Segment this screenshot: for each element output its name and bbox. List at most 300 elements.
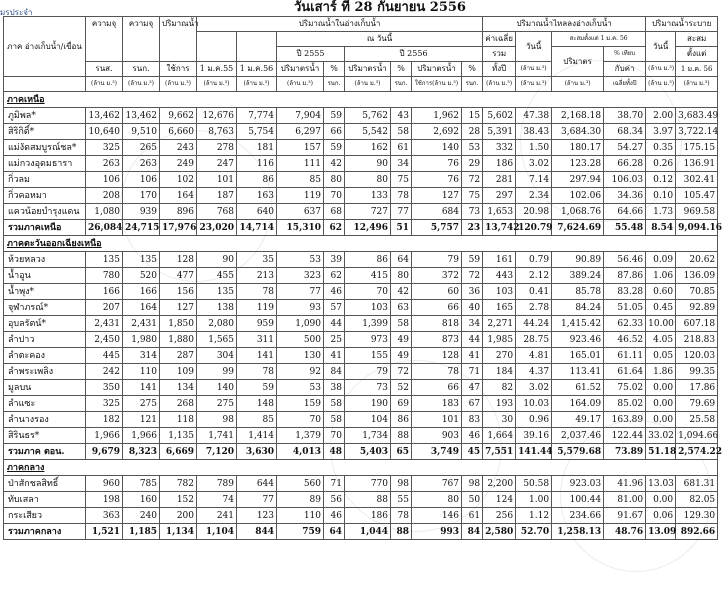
table-cell: 46.52 <box>604 332 646 348</box>
table-cell: 1.06 <box>646 268 676 284</box>
table-cell: 80 <box>412 492 462 508</box>
table-cell: 34.36 <box>604 188 646 204</box>
table-cell: 92 <box>277 364 324 380</box>
header-unit: (ล้าน ม.³) <box>237 77 277 92</box>
dam-name: แม่งัดสมบูรณ์ชล* <box>4 140 86 156</box>
dam-name: อุบลรัตน์* <box>4 316 86 332</box>
table-cell: 44.24 <box>516 316 552 332</box>
table-cell: 38.70 <box>604 108 646 124</box>
table-cell: 6,297 <box>277 124 324 140</box>
table-cell: 1,850 <box>160 316 197 332</box>
table-row <box>4 412 718 428</box>
table-cell: 1,741 <box>197 428 237 444</box>
table-cell: 8,763 <box>197 124 237 140</box>
table-cell: 166 <box>123 284 160 300</box>
table-cell: 0.12 <box>646 172 676 188</box>
table-cell: 106.03 <box>604 172 646 188</box>
table-cell: 281 <box>483 172 516 188</box>
table-cell: 1,962 <box>412 108 462 124</box>
table-cell: 55.48 <box>604 220 646 236</box>
table-cell: 119 <box>277 188 324 204</box>
table-cell: 130 <box>277 348 324 364</box>
table-cell: 84 <box>324 364 345 380</box>
table-cell: 92.89 <box>676 300 718 316</box>
table-cell: 124 <box>483 492 516 508</box>
table-cell: 2,450 <box>86 332 123 348</box>
table-cell: 77 <box>237 492 277 508</box>
table-cell: 59 <box>237 380 277 396</box>
table-cell: 10,640 <box>86 124 123 140</box>
table-cell: 93 <box>277 300 324 316</box>
table-cell: 62 <box>324 268 345 284</box>
table-cell: 72 <box>462 172 483 188</box>
header-cum-note: สะสมตั้งแต่ 1 ม.ค. 56 <box>552 32 646 47</box>
table-cell: 105.47 <box>676 188 718 204</box>
table-cell: 275 <box>197 396 237 412</box>
table-cell: 5,579.68 <box>552 444 604 460</box>
table-cell: 17.86 <box>676 380 718 396</box>
table-cell: 560 <box>277 476 324 492</box>
table-cell: 135 <box>123 252 160 268</box>
logo-text: มรประจำ <box>0 8 33 17</box>
table-cell: 297.94 <box>552 172 604 188</box>
table-cell: 84 <box>462 524 483 540</box>
table-cell: 8,323 <box>123 444 160 460</box>
table-cell: 1,399 <box>345 316 391 332</box>
table-cell: 263 <box>123 156 160 172</box>
table-cell: 78 <box>237 284 277 300</box>
table-cell: 51.18 <box>646 444 676 460</box>
header-rel-today: วันนี้ <box>646 32 676 62</box>
table-cell: 68 <box>324 204 345 220</box>
header-y2555: ปี 2555 <box>277 47 345 62</box>
agency-logo <box>0 0 70 17</box>
table-cell: 24,715 <box>123 220 160 236</box>
table-cell: 3.02 <box>516 156 552 172</box>
table-header <box>4 17 718 92</box>
table-cell: 218.83 <box>676 332 718 348</box>
table-cell: 165.01 <box>552 348 604 364</box>
header-jan55-label: 1 ม.ค.55 <box>197 62 237 77</box>
table-cell: 767 <box>412 476 462 492</box>
header-avg-sub: รวม <box>483 47 516 62</box>
table-cell: 5,757 <box>412 220 462 236</box>
table-cell: 79.69 <box>676 396 718 412</box>
table-row <box>4 332 718 348</box>
table-cell: 0.00 <box>646 396 676 412</box>
table-cell: 99 <box>197 364 237 380</box>
table-cell: 99.35 <box>676 364 718 380</box>
table-cell: 52 <box>391 380 412 396</box>
table-cell: 30 <box>483 412 516 428</box>
header-jan56-label: 1 ม.ค.56 <box>237 62 277 77</box>
dam-name: น้ำอูน <box>4 268 86 284</box>
table-cell: 4,013 <box>277 444 324 460</box>
report-date-title: วันเสาร์ ที่ 28 กันยายน 2556 <box>294 0 466 15</box>
table-cell: 45 <box>462 444 483 460</box>
header-usable-vol: ปริมาตรน้ำ <box>412 62 462 77</box>
table-cell: 42 <box>391 284 412 300</box>
table-cell: 14,714 <box>237 220 277 236</box>
table-cell: 1,185 <box>123 524 160 540</box>
table-cell: 2.00 <box>646 108 676 124</box>
table-cell: 275 <box>123 396 160 412</box>
table-cell: 46 <box>462 428 483 444</box>
table-cell: 207 <box>86 300 123 316</box>
dam-name: ลำพระเพลิง <box>4 364 86 380</box>
table-cell: 240 <box>123 508 160 524</box>
table-cell: 4.81 <box>516 348 552 364</box>
table-cell: 0.00 <box>646 380 676 396</box>
dam-name: สิรินธร* <box>4 428 86 444</box>
table-cell: 120.79 <box>516 220 552 236</box>
table-cell: 80 <box>391 268 412 284</box>
table-cell: 103 <box>483 284 516 300</box>
table-cell: 90 <box>345 156 391 172</box>
table-cell: 72 <box>391 364 412 380</box>
table-cell: 389.24 <box>552 268 604 284</box>
table-cell: 70 <box>345 284 391 300</box>
header-spacer <box>4 77 86 92</box>
table-cell: 122.44 <box>604 428 646 444</box>
table-cell: 443 <box>483 268 516 284</box>
table-cell: 49 <box>391 332 412 348</box>
section-label: ภาคเหนือ <box>4 92 718 108</box>
table-cell: 768 <box>197 204 237 220</box>
table-cell: 28.75 <box>516 332 552 348</box>
table-cell: 0.35 <box>646 140 676 156</box>
table-cell: 640 <box>237 204 277 220</box>
table-cell: 13,462 <box>123 108 160 124</box>
table-cell: 34 <box>462 316 483 332</box>
table-cell: 1,653 <box>483 204 516 220</box>
table-cell: 164 <box>123 300 160 316</box>
table-cell: 61.52 <box>552 380 604 396</box>
table-cell: 90 <box>197 252 237 268</box>
table-cell: 58 <box>391 124 412 140</box>
table-cell: 44 <box>462 332 483 348</box>
table-cell: 770 <box>345 476 391 492</box>
table-cell: 415 <box>345 268 391 284</box>
table-cell: 1,565 <box>197 332 237 348</box>
dam-name: กระเสียว <box>4 508 86 524</box>
table-cell: 152 <box>160 492 197 508</box>
table-cell: 78 <box>237 364 277 380</box>
table-cell: 607.18 <box>676 316 718 332</box>
table-cell: 903 <box>412 428 462 444</box>
table-cell: 41.96 <box>604 476 646 492</box>
table-cell: 118 <box>160 412 197 428</box>
dam-name: กิ่วลม <box>4 172 86 188</box>
table-cell: 323 <box>277 268 324 284</box>
table-cell: 103 <box>345 300 391 316</box>
table-cell: 186 <box>483 156 516 172</box>
table-cell: 74 <box>197 492 237 508</box>
reservoir-status-table <box>3 16 722 540</box>
table-cell: 278 <box>197 140 237 156</box>
dam-name: น้ำพุง* <box>4 284 86 300</box>
table-cell: 923.03 <box>552 476 604 492</box>
header-pct-unit: รนก. <box>391 77 412 92</box>
table-cell: 892.66 <box>676 524 718 540</box>
table-cell: 7,774 <box>237 108 277 124</box>
table-cell: 166 <box>86 284 123 300</box>
dam-name: ลำตะคอง <box>4 348 86 364</box>
table-cell: 86 <box>237 172 277 188</box>
table-cell: 265 <box>123 140 160 156</box>
table-cell: 2.78 <box>516 300 552 316</box>
table-cell: 102 <box>160 172 197 188</box>
table-cell: 102.06 <box>552 188 604 204</box>
table-cell: 193 <box>483 396 516 412</box>
dam-name: ลำแซะ <box>4 396 86 412</box>
table-cell: 187 <box>197 188 237 204</box>
header-usable: ปริมาณน้ำ <box>160 17 197 62</box>
table-cell: 0.09 <box>646 252 676 268</box>
table-row <box>4 508 718 524</box>
table-cell: 61.11 <box>604 348 646 364</box>
table-cell: 9,094.16 <box>676 220 718 236</box>
table-row <box>4 396 718 412</box>
table-cell: 1.50 <box>516 140 552 156</box>
table-row <box>4 284 718 300</box>
table-cell: 119 <box>237 300 277 316</box>
table-cell: 20.62 <box>676 252 718 268</box>
table-cell: 3,630 <box>237 444 277 460</box>
table-cell: 2,080 <box>197 316 237 332</box>
table-cell: 42 <box>324 156 345 172</box>
table-cell: 135 <box>197 284 237 300</box>
table-cell: 10.00 <box>646 316 676 332</box>
table-cell: 0.10 <box>646 188 676 204</box>
header-rel-cum-sub: ตั้งแต่ <box>676 47 718 62</box>
table-cell: 49.17 <box>552 412 604 428</box>
header-rel-today-unit: (ล้าน ม.³) <box>646 62 676 77</box>
header-cap-max-unit: รนส. <box>86 62 123 77</box>
header-rel-cum: สะสม <box>676 32 718 47</box>
table-cell: 5,542 <box>345 124 391 140</box>
table-cell: 165 <box>483 300 516 316</box>
table-cell: 8.54 <box>646 220 676 236</box>
table-cell: 65 <box>391 444 412 460</box>
table-cell: 1.12 <box>516 508 552 524</box>
table-row <box>4 204 718 220</box>
table-cell: 55 <box>391 492 412 508</box>
table-cell: 111 <box>277 156 324 172</box>
table-cell: 135 <box>86 252 123 268</box>
table-cell: 2.12 <box>516 268 552 284</box>
header-jan56 <box>237 32 277 62</box>
table-cell: 1,379 <box>277 428 324 444</box>
table-cell: 75.02 <box>604 380 646 396</box>
table-cell: 160 <box>123 492 160 508</box>
dam-name: ป่าสักชลสิทธิ์ <box>4 476 86 492</box>
table-cell: 98 <box>391 476 412 492</box>
table-cell: 157 <box>277 140 324 156</box>
table-row <box>4 316 718 332</box>
table-cell: 13,462 <box>86 108 123 124</box>
table-cell: 818 <box>412 316 462 332</box>
table-cell: 87.86 <box>604 268 646 284</box>
table-cell: 146 <box>412 508 462 524</box>
table-cell: 47.38 <box>516 108 552 124</box>
table-cell: 62 <box>324 220 345 236</box>
table-cell: 73 <box>345 380 391 396</box>
table-cell: 70 <box>324 428 345 444</box>
table-cell: 5,602 <box>483 108 516 124</box>
table-cell: 71 <box>462 364 483 380</box>
table-cell: 1,966 <box>123 428 160 444</box>
table-cell: 81.00 <box>604 492 646 508</box>
table-cell: 4.37 <box>516 364 552 380</box>
table-cell: 500 <box>277 332 324 348</box>
table-cell: 1,980 <box>123 332 160 348</box>
header-usable-vol-unit: ใช้การ(ล้าน ม.³) <box>412 77 462 92</box>
table-cell: 47 <box>462 380 483 396</box>
table-cell: 5,403 <box>345 444 391 460</box>
table-cell: 58 <box>324 412 345 428</box>
dam-name: กิ่วคอหมา <box>4 188 86 204</box>
table-cell: 91.67 <box>604 508 646 524</box>
table-cell: 39 <box>324 252 345 268</box>
table-cell: 79 <box>412 252 462 268</box>
table-cell: 182 <box>86 412 123 428</box>
table-cell: 5,754 <box>237 124 277 140</box>
table-cell: 3,683.49 <box>676 108 718 124</box>
table-cell: 159 <box>277 396 324 412</box>
table-cell: 2.34 <box>516 188 552 204</box>
table-row <box>4 188 718 204</box>
table-cell: 161 <box>483 252 516 268</box>
table-cell: 85.02 <box>604 396 646 412</box>
table-cell: 973 <box>345 332 391 348</box>
table-cell: 2,574.22 <box>676 444 718 460</box>
table-cell: 116 <box>237 156 277 172</box>
table-row <box>4 252 718 268</box>
table-cell: 2,431 <box>123 316 160 332</box>
table-cell: 57 <box>324 300 345 316</box>
table-cell: 59 <box>462 252 483 268</box>
table-cell: 61 <box>391 140 412 156</box>
table-cell: 314 <box>123 348 160 364</box>
table-cell: 90.89 <box>552 252 604 268</box>
table-cell: 83 <box>462 412 483 428</box>
table-cell: 101 <box>412 412 462 428</box>
table-cell: 129.30 <box>676 508 718 524</box>
table-cell: 58 <box>391 316 412 332</box>
table-cell: 1,104 <box>197 524 237 540</box>
table-cell: 38 <box>324 380 345 396</box>
table-cell: 844 <box>237 524 277 540</box>
table-cell: 0.00 <box>646 492 676 508</box>
table-cell: 13.03 <box>646 476 676 492</box>
table-cell: 1,258.13 <box>552 524 604 540</box>
header-cap-max: ความจุ <box>86 17 123 62</box>
header-unit: (ล้าน ม.³) <box>552 77 604 92</box>
table-cell: 88 <box>345 492 391 508</box>
table-cell: 12,676 <box>197 108 237 124</box>
table-row <box>4 268 718 284</box>
header-rel-cum-sub2: 1 ม.ค. 56 <box>676 62 718 77</box>
table-cell: 9,679 <box>86 444 123 460</box>
table-cell: 52.70 <box>516 524 552 540</box>
table-cell: 59 <box>324 140 345 156</box>
table-cell: 70 <box>277 412 324 428</box>
table-cell: 332 <box>483 140 516 156</box>
table-cell: 106 <box>86 172 123 188</box>
table-cell: 98 <box>197 412 237 428</box>
table-cell: 2,692 <box>412 124 462 140</box>
header-jan55 <box>197 32 237 62</box>
table-cell: 44 <box>324 316 345 332</box>
table-cell: 140 <box>412 140 462 156</box>
table-cell: 76 <box>412 156 462 172</box>
table-cell: 66.28 <box>604 156 646 172</box>
table-cell: 84.24 <box>552 300 604 316</box>
table-cell: 644 <box>237 476 277 492</box>
table-cell: 123.28 <box>552 156 604 172</box>
table-cell: 141 <box>237 348 277 364</box>
dam-name: แควน้อยบำรุงแดน <box>4 204 86 220</box>
table-cell: 41 <box>324 348 345 364</box>
table-cell: 77 <box>391 204 412 220</box>
header-dam: ภาค อ่างเก็บน้ำ/เขื่อน <box>4 17 86 77</box>
table-cell: 53 <box>462 140 483 156</box>
table-cell: 69 <box>391 396 412 412</box>
table-cell: 311 <box>237 332 277 348</box>
table-cell: 242 <box>86 364 123 380</box>
table-cell: 53 <box>277 252 324 268</box>
table-cell: 78 <box>412 364 462 380</box>
table-cell: 120.03 <box>676 348 718 364</box>
section-total-row <box>4 524 718 540</box>
table-cell: 243 <box>160 140 197 156</box>
table-cell: 2,200 <box>483 476 516 492</box>
table-body <box>4 92 722 540</box>
table-row <box>4 108 718 124</box>
header-avg-sub2: ทั้งปี <box>483 62 516 77</box>
header-unit: (ล้าน ม.³) <box>676 77 718 92</box>
table-cell: 106 <box>123 172 160 188</box>
table-cell: 782 <box>160 476 197 492</box>
header-unit: (ล้าน ม.³) <box>516 77 552 92</box>
table-cell: 9,662 <box>160 108 197 124</box>
table-cell: 80 <box>345 172 391 188</box>
table-cell: 20.98 <box>516 204 552 220</box>
header-cum-vol: ปริมาตร <box>552 47 604 77</box>
table-cell: 249 <box>160 156 197 172</box>
dam-name: ห้วยหลวง <box>4 252 86 268</box>
table-cell: 156 <box>160 284 197 300</box>
table-cell: 304 <box>197 348 237 364</box>
table-cell: 1.73 <box>646 204 676 220</box>
dam-name: รวมภาคกลาง <box>4 524 86 540</box>
table-cell: 85 <box>237 412 277 428</box>
header-today-group: ณ วันนี้ <box>277 32 483 47</box>
table-cell: 86 <box>391 412 412 428</box>
table-cell: 36 <box>462 284 483 300</box>
table-cell: 170 <box>123 188 160 204</box>
table-cell: 17,976 <box>160 220 197 236</box>
table-cell: 88 <box>391 524 412 540</box>
table-cell: 163 <box>237 188 277 204</box>
table-cell: 247 <box>197 156 237 172</box>
table-cell: 64 <box>391 252 412 268</box>
header-cap-normal-unit: รนก. <box>123 62 160 77</box>
table-cell: 9,510 <box>123 124 160 140</box>
table-cell: 789 <box>197 476 237 492</box>
table-cell: 0.96 <box>516 412 552 428</box>
